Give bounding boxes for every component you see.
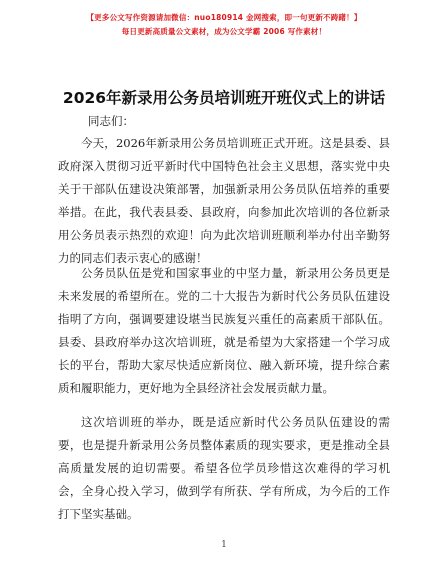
promo-banner-line-1: 【更多公文写作资源请加微信：nuo180914 金网搜索，即一句更新不踌躇！】 bbox=[86, 13, 362, 22]
promo-banner-line-2: 每日更新高质量公文素材，成为公文学霸 2006 写作素材！ bbox=[121, 27, 327, 36]
paragraph-1: 今天，2026年新录用公务员培训班正式开班。这是县委、县政府深入贯彻习近平新时代中国特色社会主义思想，落实党中央关于干部队伍建设决策部署，加强新录用公务员队伍培养的重要举措。在此，我代表县委、县政府，向参加此次培训的各位新录用公务员表示热烈的欢迎！向为此次培训班顺利举办付出辛勤努力的同志们表示衷心的感谢！ bbox=[58, 136, 390, 265]
paragraph-2: 公务员队伍是党和国家事业的中坚力量，新录用公务员更是未来发展的希望所在。党的二十大报告为新时代公务员队伍建设指明了方向，强调要建设堪当民族复兴重任的高素质干部队伍。县委、县政府举办这次培训班，就是希望为大家搭建一个学习成长的平台，帮助大家尽快适应新岗位、融入新环境，提升综合素质和履职能力，更好地为全县经济社会发展贡献力量。 bbox=[58, 266, 390, 395]
paragraph-3: 这次培训班的举办，既是适应新时代公务员队伍建设的需要，也是提升新录用公务员整体素质的现实要求，更是推动全县高质量发展的迫切需要。希望各位学员珍惜这次难得的学习机会，全身心投入学习，做到学有所获、学有所成，为今后的工作打下坚实基础。 bbox=[58, 415, 390, 521]
page-number: 1 bbox=[221, 540, 227, 550]
document-title: 2026年新录用公务员培训班开班仪式上的讲话 bbox=[62, 89, 386, 107]
salutation: 同志们： bbox=[88, 114, 134, 128]
